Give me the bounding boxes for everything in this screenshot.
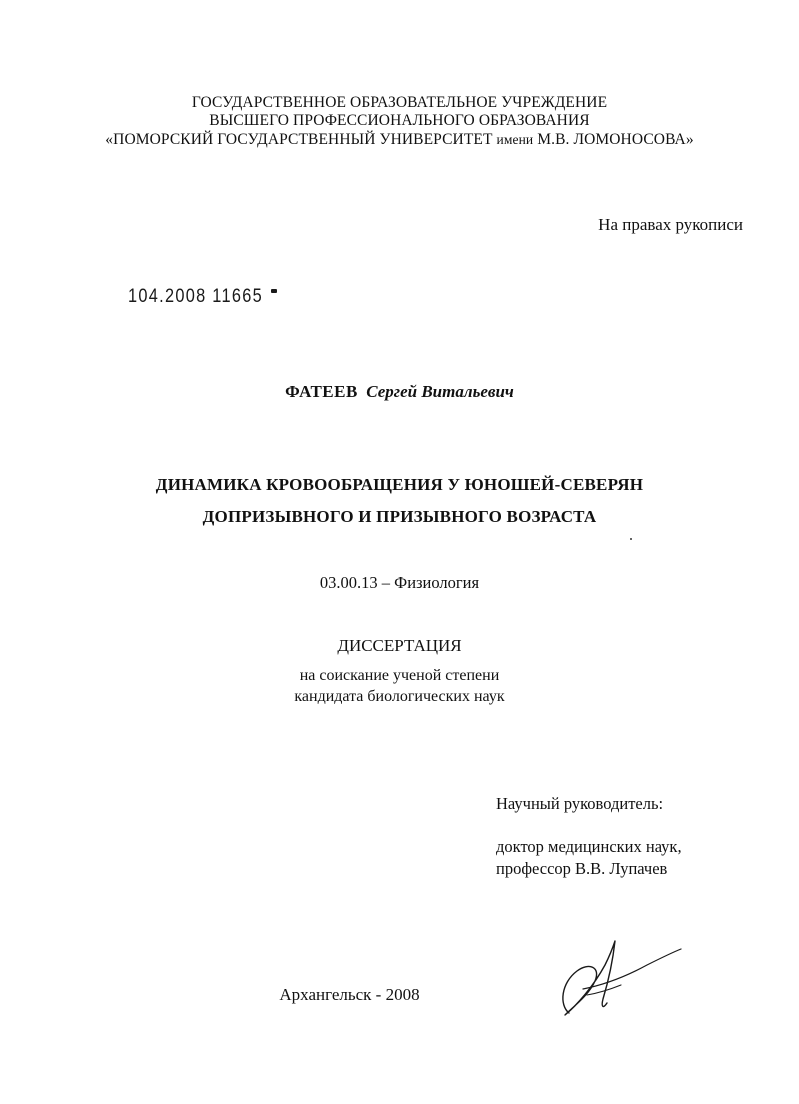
- scan-speck: [630, 538, 632, 540]
- document-type: ДИССЕРТАЦИЯ: [337, 636, 462, 655]
- supervisor-name: профессор В.В. Лупачев: [496, 859, 668, 878]
- library-stamp-number: 104.2008 11665: [128, 286, 263, 307]
- supervisor-degree: доктор медицинских наук,: [496, 837, 682, 856]
- institution-line-3-mid: имени: [496, 132, 534, 147]
- author-name: Сергей Витальевич: [366, 382, 514, 401]
- institution-line-3-pre: «ПОМОРСКИЙ ГОСУДАРСТВЕННЫЙ УНИВЕРСИТЕТ: [105, 131, 493, 148]
- author: [0, 382, 799, 402]
- title-line-1: ДИНАМИКА КРОВООБРАЩЕНИЯ У ЮНОШЕЙ-СЕВЕРЯН: [155, 475, 644, 494]
- institution-line-3-post: М.В. ЛОМОНОСОВА»: [537, 131, 694, 148]
- degree-line-1: на соискание ученой степени: [299, 667, 500, 684]
- specialty: 03.00.13 – Физиология: [319, 573, 480, 592]
- signature-icon: [555, 935, 685, 1025]
- stamp-mark: [271, 289, 277, 293]
- author-surname: ФАТЕЕВ: [285, 382, 358, 401]
- institution-line-3: [0, 131, 799, 148]
- title-line-2: ДОПРИЗЫВНОГО И ПРИЗЫВНОГО ВОЗРАСТА: [202, 507, 597, 526]
- institution-line-2: ВЫСШЕГО ПРОФЕССИОНАЛЬНОГО ОБРАЗОВАНИЯ: [209, 112, 590, 129]
- place-year: Архангельск - 2008: [279, 985, 420, 1004]
- supervisor-label: Научный руководитель:: [496, 794, 664, 813]
- rights-note: На правах рукописи: [598, 215, 743, 234]
- degree-line-2: кандидата биологических наук: [294, 688, 505, 705]
- institution-line-1: ГОСУДАРСТВЕННОЕ ОБРАЗОВАТЕЛЬНОЕ УЧРЕЖДЕНИЕ: [191, 94, 608, 111]
